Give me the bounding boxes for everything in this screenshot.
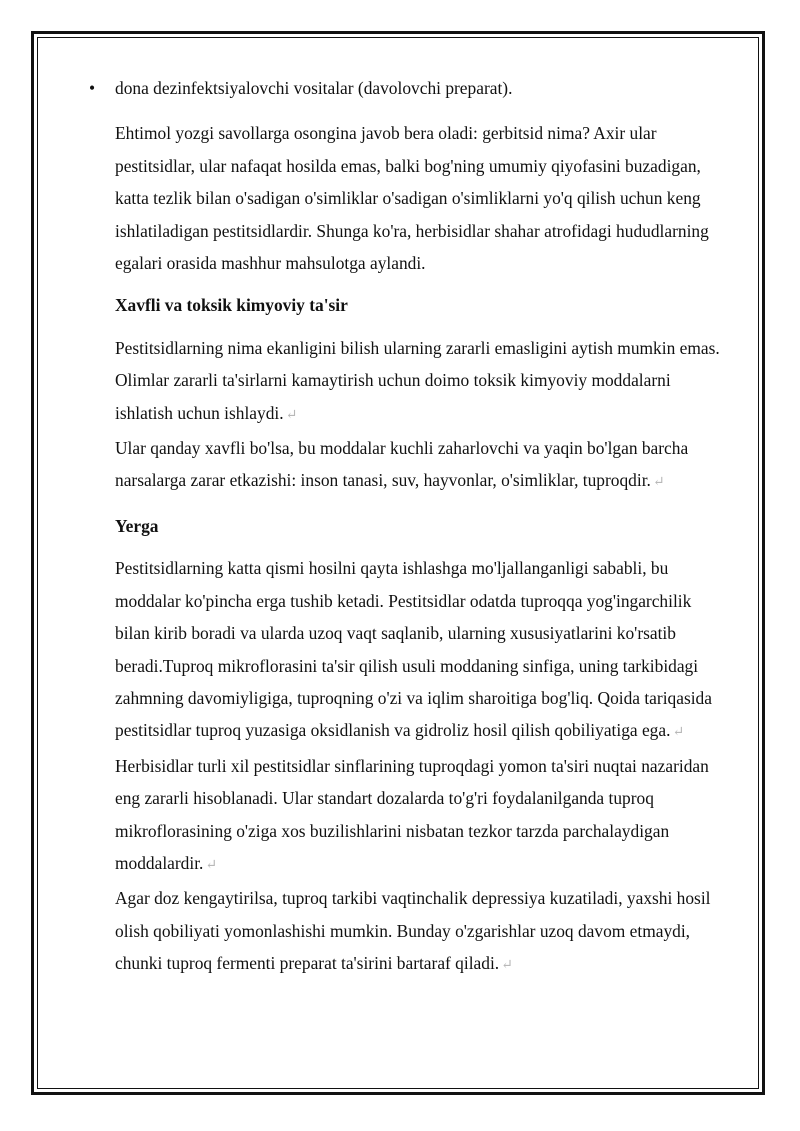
paragraph-mark: ↵ <box>501 958 513 974</box>
intro-paragraph: Ehtimol yozgi savollarga osongina javob bera oladi: gerbitsid nima? Axir ular pestitsidlar, ular nafaqat hosilda emas, balki bog'ning umumiy qiyofasini buzadigan, katta tezlik bilan o'sadigan o'simliklar o'sadigan o'simliklarni yo'q qilish uchun keng ishlatiladigan pestitsidlardir. Shunga ko'ra, herbisidlar shahar atrofidagi hududlarning egalari orasida mashhur mahsulotga aylandi. <box>115 123 709 274</box>
toxic-paragraph-2-text: Ular qanday xavfli bo'lsa, bu moddalar kuchli zaharlovchi va yaqin bo'lgan barcha narsalarga zarar etkazishi: inson tanasi, suv, hayvonlar, o'simliklar, tuproqdir. <box>115 438 689 491</box>
toxic-paragraph-1 <box>115 332 725 432</box>
heading-soil: Yerga <box>115 515 159 536</box>
bullet-list-item <box>89 72 725 104</box>
soil-paragraph-2-text: Herbisidlar turli xil pestitsidlar sinflarining tuproqdagi yomon ta'siri nuqtai nazaridan eng zararli hisoblanadi. Ular standart dozalarda to'g'ri foydalanilganda tuproq mikroflorasining o'ziga xos buzilishlarini nisbatan tezkor tarzda parchalaydigan moddalardir. <box>115 755 709 873</box>
paragraph-mark: ↵ <box>285 407 298 423</box>
soil-paragraph-3-text: Agar doz kengaytirilsa, tuproq tarkibi vaqtinchalik depressiya kuzatiladi, yaxshi hosil olish qobiliyati yomonlashishi mumkin. Bunday o'zgarishlar uzoq davom etmaydi, chunki tuproq fermenti preparat ta'sirini bartaraf qiladi. <box>115 888 711 974</box>
paragraph-mark: ↵ <box>672 725 685 741</box>
soil-paragraph-3 <box>115 882 725 982</box>
soil-paragraph-1-text: Pestitsidlarning katta qismi hosilni qayta ishlashga mo'ljallanganligi sababli, bu moddalar ko'pincha erga tushib ketadi. Pestitsidlar odatda tuproqqa yog'ingarchilik bilan kirib boradi va ularda uzoq vaqt saqlanib, ularning xususiyatlarini ko'rsatib beradi.Tuproq mikroflorasini ta'sir qilish usuli moddaning sinfiga, uning tarkibidagi zahmning davomiyligiga, tuproqning o'zi va iqlim sharoitiga bog'liq. Qoida tariqasida pestitsidlar tuproq yuzasiga oksidlanish va gidroliz hosil qilish qobiliyatiga ega. <box>115 558 712 741</box>
paragraph-mark: ↵ <box>205 857 218 873</box>
toxic-paragraph-1-text: Pestitsidlarning nima ekanligini bilish ularning zararli emasligini aytish mumkin emas. Olimlar zararli ta'sirlarni kamaytirish uchun doimo toksik kimyoviy moddalarni ishlatish uchun ishlaydi. <box>115 337 720 423</box>
document-body <box>89 72 725 983</box>
bullet-text: dona dezinfektsiyalovchi vositalar (davolovchi preparat). <box>115 78 513 98</box>
soil-paragraph-2 <box>115 750 725 883</box>
heading-toxic-effects: Xavfli va toksik kimyoviy ta'sir <box>115 295 348 316</box>
soil-paragraph-1 <box>115 552 725 749</box>
bullet-marker: • <box>89 78 96 98</box>
toxic-paragraph-2 <box>115 432 725 500</box>
paragraph-mark: ↵ <box>652 475 665 491</box>
